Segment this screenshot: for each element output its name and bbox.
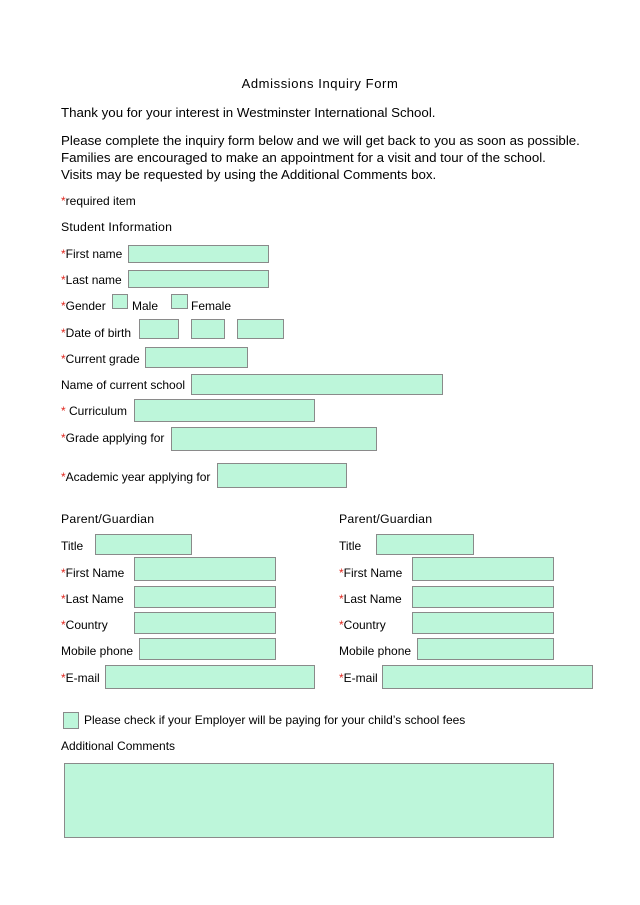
- guardian2-title-label: Title: [339, 539, 362, 553]
- gender-male-checkbox[interactable]: [112, 294, 128, 309]
- dob-day-input[interactable]: [139, 319, 179, 339]
- guardian2-title-input[interactable]: [376, 534, 474, 555]
- grade-applying-input[interactable]: [171, 427, 377, 451]
- guardian2-section-heading: Parent/Guardian: [339, 512, 433, 526]
- gender-female-checkbox[interactable]: [171, 294, 188, 309]
- student-section-heading: Student Information: [61, 220, 173, 234]
- guardian1-last-name-input[interactable]: [134, 586, 276, 608]
- current-school-input[interactable]: [191, 374, 443, 395]
- last-name-label: *Last name: [61, 273, 122, 287]
- guardian2-last-name-label: *Last Name: [339, 592, 402, 606]
- academic-year-input[interactable]: [217, 463, 347, 488]
- comments-label: Additional Comments: [61, 739, 176, 753]
- employer-paying-label: Please check if your Employer will be paying for your child’s school fees: [84, 713, 466, 727]
- guardian1-first-name-label: *First Name: [61, 566, 125, 580]
- guardian1-title-label: Title: [61, 539, 84, 553]
- guardian1-title-input[interactable]: [95, 534, 192, 555]
- guardian1-email-label: *E-mail: [61, 671, 100, 685]
- instructions-text: Please complete the inquiry form below and we will get back to you as soon as possible. Families are encouraged to make an appointment for a visit and tour of the school. Visits may be requested by using the Additional Comments box.: [61, 133, 580, 182]
- guardian2-country-label: *Country: [339, 618, 386, 632]
- guardian1-country-input[interactable]: [134, 612, 276, 634]
- gender-label: *Gender: [61, 299, 106, 313]
- student-first-name-input[interactable]: [128, 245, 269, 263]
- grade-applying-label: *Grade applying for: [61, 431, 165, 445]
- employer-paying-checkbox[interactable]: [63, 712, 79, 729]
- guardian2-email-label: *E-mail: [339, 671, 378, 685]
- current-grade-input[interactable]: [145, 347, 248, 368]
- dob-label: *Date of birth: [61, 326, 132, 340]
- gender-female-label: Female: [191, 299, 232, 313]
- academic-year-label: *Academic year applying for: [61, 470, 211, 484]
- guardian2-last-name-input[interactable]: [412, 586, 554, 608]
- guardian1-mobile-label: Mobile phone: [61, 644, 134, 658]
- guardian1-last-name-label: *Last Name: [61, 592, 124, 606]
- guardian2-mobile-input[interactable]: [417, 638, 554, 660]
- guardian1-mobile-input[interactable]: [139, 638, 276, 660]
- guardian2-country-input[interactable]: [412, 612, 554, 634]
- guardian2-email-input[interactable]: [382, 665, 593, 689]
- first-name-label: *First name: [61, 247, 123, 261]
- student-last-name-input[interactable]: [128, 270, 269, 288]
- gender-male-label: Male: [132, 299, 159, 313]
- dob-month-input[interactable]: [191, 319, 225, 339]
- curriculum-label: * Curriculum: [61, 404, 128, 418]
- guardian1-section-heading: Parent/Guardian: [61, 512, 155, 526]
- dob-year-input[interactable]: [237, 319, 284, 339]
- curriculum-input[interactable]: [134, 399, 315, 422]
- guardian2-first-name-label: *First Name: [339, 566, 403, 580]
- required-note: *required item: [61, 194, 136, 208]
- comments-textarea[interactable]: [64, 763, 554, 838]
- guardian1-email-input[interactable]: [105, 665, 315, 689]
- page-title: Admissions Inquiry Form: [241, 76, 399, 91]
- guardian1-country-label: *Country: [61, 618, 108, 632]
- current-grade-label: *Current grade: [61, 352, 140, 366]
- guardian2-first-name-input[interactable]: [412, 557, 554, 581]
- current-school-label: Name of current school: [61, 378, 186, 392]
- intro-text: Thank you for your interest in Westminster International School.: [61, 105, 436, 120]
- guardian2-mobile-label: Mobile phone: [339, 644, 412, 658]
- guardian1-first-name-input[interactable]: [134, 557, 276, 581]
